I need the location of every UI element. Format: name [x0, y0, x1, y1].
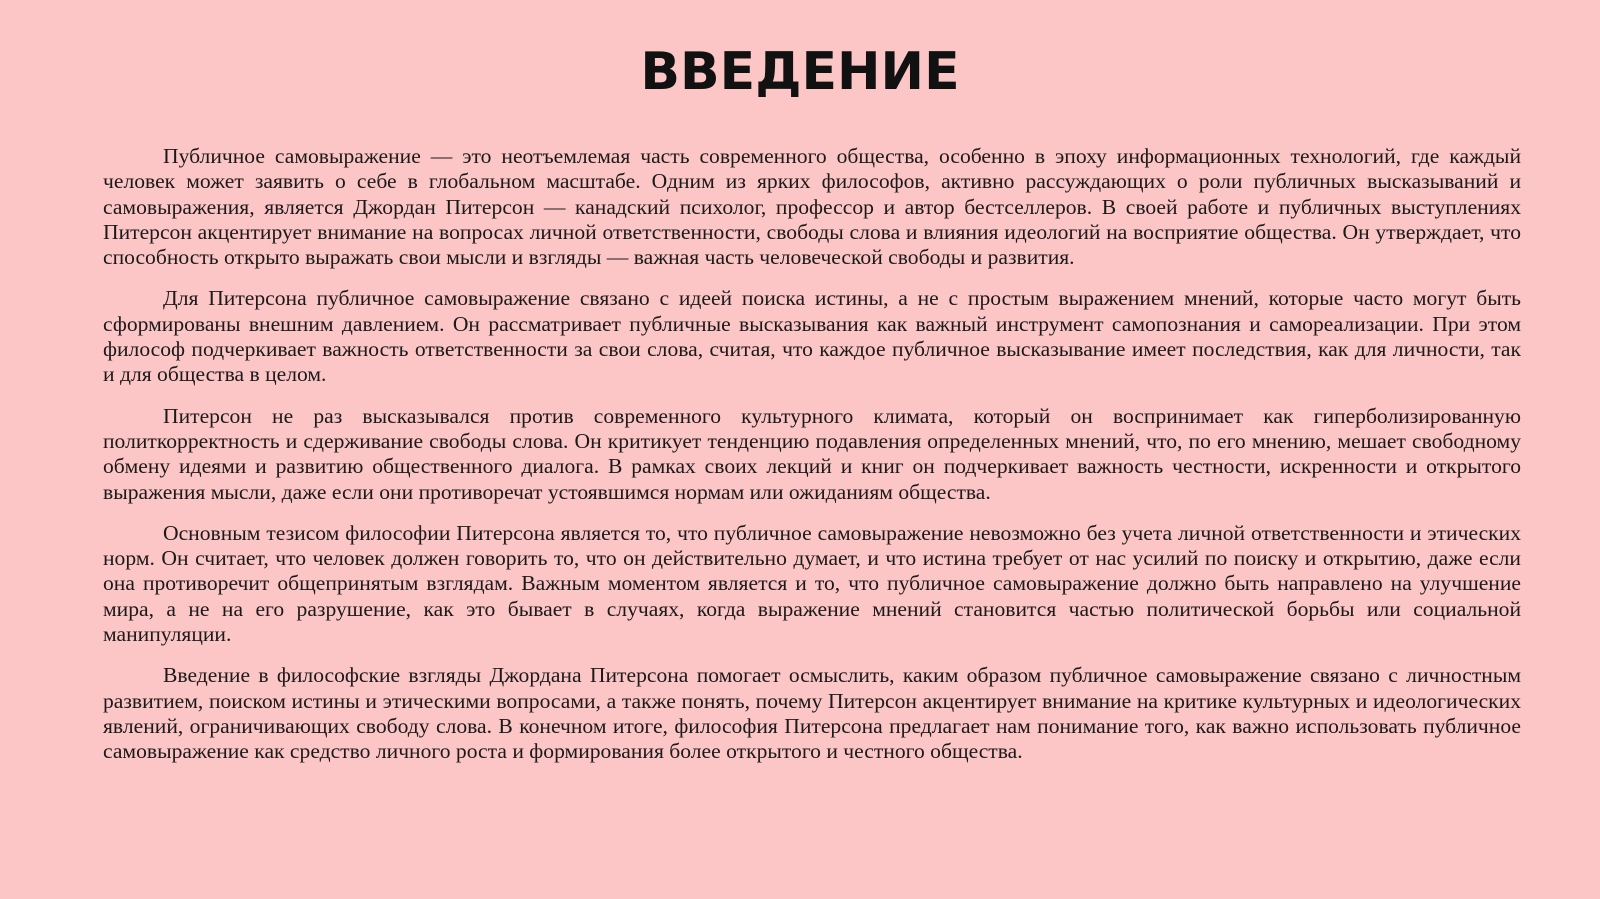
- paragraph-3: Питерсон не раз высказывался против современного культурного климата, который он воспринимает как гиперболизированную политкорректность и сдерживание свободы слова. Он критикует тенденцию подавления определенных мнений, что, по его мнению, мешает свободному обмену идеями и развитию общественного диалога. В рамках своих лекций и книг он подчеркивает важность честности, искренности и открытого выражения мысли, даже если они противоречат устоявшимся нормам или ожиданиям общества.: [103, 403, 1521, 504]
- paragraph-5: Введение в философские взгляды Джордана Питерсона помогает осмыслить, каким образом публичное самовыражение связано с личностным развитием, поиском истины и этическими вопросами, а также понять, почему Питерсон акцентирует внимание на критике культурных и идеологических явлений, ограничивающих свободу слова. В конечном итоге, философия Питерсона предлагает нам понимание того, как важно использовать публичное самовыражение как средство личного роста и формирования более открытого и честного общества.: [103, 663, 1521, 764]
- page-title: ВВЕДЕНИЕ: [640, 42, 960, 102]
- paragraph-1: Публичное самовыражение — это неотъемлемая часть современного общества, особенно в эпоху информационных технологий, где каждый человек может заявить о себе в глобальном масштабе. Одним из ярких философов, активно рассуждающих о роли публичных высказываний и самовыражения, является Джордан Питерсон — канадский психолог, профессор и автор бестселлеров. В своей работе и публичных выступлениях Питерсон акцентирует внимание на вопросах личной ответственности, свободы слова и влияния идеологий на восприятие общества. Он утверждает, что способность открыто выражать свои мысли и взгляды — важная часть человеческой свободы и развития.: [103, 144, 1521, 270]
- paragraph-4: Основным тезисом философии Питерсона является то, что публичное самовыражение невозможно без учета личной ответственности и этических норм. Он считает, что человек должен говорить то, что он действительно думает, и что истина требует от нас усилий по поиску и открытию, даже если она противоречит общепринятым взглядам. Важным моментом является и то, что публичное самовыражение должно быть направлено на улучшение мира, а не на его разрушение, как это бывает в случаях, когда выражение мнений становится частью политической борьбы или социальной манипуляции.: [103, 520, 1521, 647]
- body-text: [103, 144, 1521, 781]
- paragraph-2: Для Питерсона публичное самовыражение связано с идеей поиска истины, а не с простым выражением мнений, которые часто могут быть сформированы внешним давлением. Он рассматривает публичные высказывания как важный инструмент самопознания и самореализации. При этом философ подчеркивает важность ответственности за свои слова, считая, что каждое публичное высказывание имеет последствия, как для личности, так и для общества в целом.: [103, 286, 1521, 387]
